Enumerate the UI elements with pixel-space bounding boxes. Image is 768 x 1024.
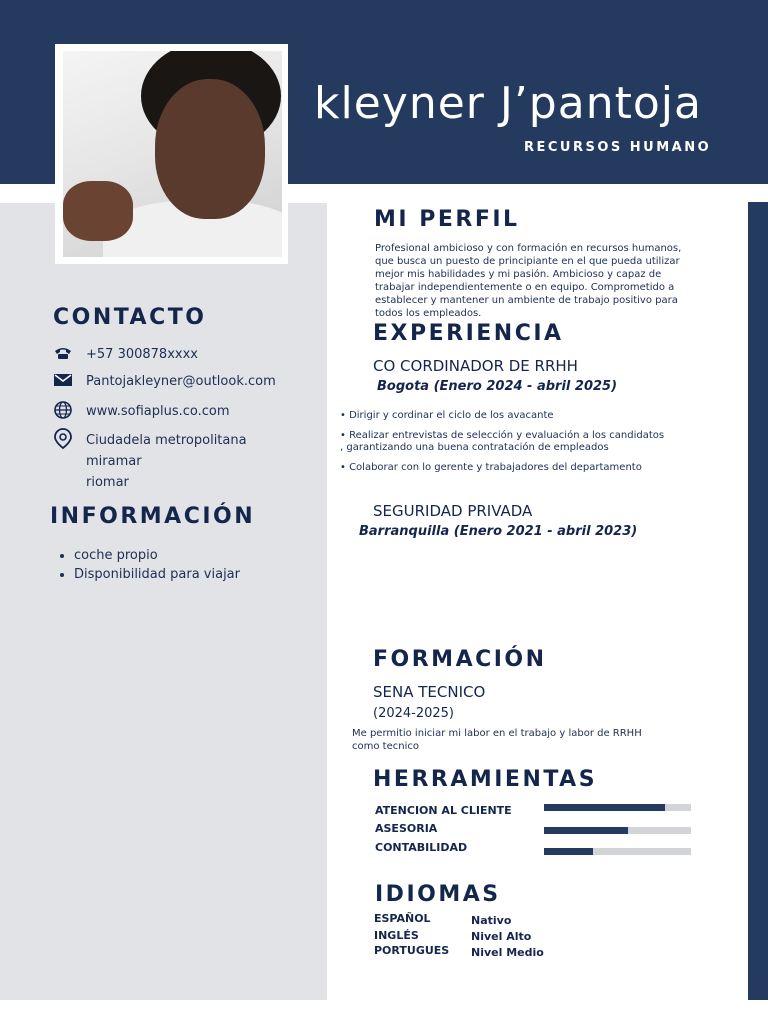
info-item: • coche propio <box>74 546 240 565</box>
language-level: Nivel Medio <box>471 946 544 959</box>
job-bullet: • Colaborar con lo gerente y trabajadores del departamento <box>340 462 642 473</box>
language-level: Nativo <box>471 914 512 927</box>
education-school: SENA TECNICO <box>373 683 486 701</box>
language-level: Nivel Alto <box>471 930 532 943</box>
skill-bar <box>544 827 691 834</box>
language-name: INGLÉS <box>374 929 419 942</box>
skill-label: CONTABILIDAD <box>375 841 468 854</box>
info-item: • Disponibilidad para viajar <box>74 565 240 584</box>
profile-title: MI PERFIL <box>374 207 520 232</box>
skill-label: ASESORIA <box>375 822 438 835</box>
right-accent-bar <box>748 202 768 1000</box>
job-subtitle-1: Bogota (Enero 2024 - abril 2025) <box>377 379 618 394</box>
contact-email-row <box>52 371 276 392</box>
address-line-1: Ciudadela metropolitana <box>86 433 247 448</box>
info-list <box>52 546 240 584</box>
languages-title: IDIOMAS <box>375 882 501 907</box>
education-years: (2024-2025) <box>373 706 455 721</box>
education-description: Me permitio iniciar mi labor en el trabajo y labor de RRHH como tecnico <box>352 728 642 752</box>
job-bullet: • Realizar entrevistas de selección y evaluación a los candidatos , garantizando una buena contratación de empleados <box>340 430 665 453</box>
job-bullet: • Dirigir y cordinar el ciclo de los avacante <box>340 410 554 421</box>
address-line-3: riomar <box>86 475 129 490</box>
contact-address-row <box>52 430 247 493</box>
job-subtitle-2: Barranquilla (Enero 2021 - abril 2023) <box>359 524 638 539</box>
language-name: ESPAÑOL <box>374 912 431 925</box>
skill-bar-fill <box>544 827 628 834</box>
job-title-2: SEGURIDAD PRIVADA <box>373 502 533 520</box>
skill-bar-fill <box>544 804 665 811</box>
info-title: INFORMACIÓN <box>50 504 256 529</box>
contact-website-row <box>52 401 230 422</box>
profile-text: Profesional ambicioso y con formación en recursos humanos, que busca un puesto de principiante en el que pueda utilizar mejor mis habilidades y mi pasión. Ambicioso y capaz de trabajar independientemente o en equipo. Comprometido a establecer y mantener un ambiente de trabajo positivo para todos los empleados. <box>375 243 682 319</box>
profile-photo <box>63 51 282 257</box>
contact-phone: +57 300878xxxx <box>86 347 198 362</box>
address-line-2: miramar <box>86 454 142 469</box>
experience-title: EXPERIENCIA <box>373 321 564 346</box>
contact-email[interactable]: Pantojakleyner@outlook.com <box>86 374 276 389</box>
phone-icon <box>52 344 74 362</box>
language-name: PORTUGUES <box>374 944 450 957</box>
contact-title: CONTACTO <box>53 305 207 330</box>
candidate-role: RECURSOS HUMANO <box>524 140 712 155</box>
skill-bar-fill <box>544 848 593 855</box>
skill-label: ATENCION AL CLIENTE <box>375 804 512 817</box>
globe-icon <box>52 401 74 419</box>
mail-icon <box>52 371 74 389</box>
education-title: FORMACIÓN <box>373 647 547 672</box>
tools-title: HERRAMIENTAS <box>373 767 598 792</box>
contact-address <box>86 430 247 493</box>
skill-bar <box>544 804 691 811</box>
job-title-1: CO CORDINADOR DE RRHH <box>373 357 578 375</box>
skill-bar <box>544 848 691 855</box>
job-bullets-1 <box>340 410 670 482</box>
location-pin-icon <box>52 430 74 448</box>
contact-phone-row <box>52 344 198 365</box>
contact-website[interactable]: www.sofiaplus.co.com <box>86 404 230 419</box>
candidate-name: kleyner J’pantoja <box>314 78 702 129</box>
